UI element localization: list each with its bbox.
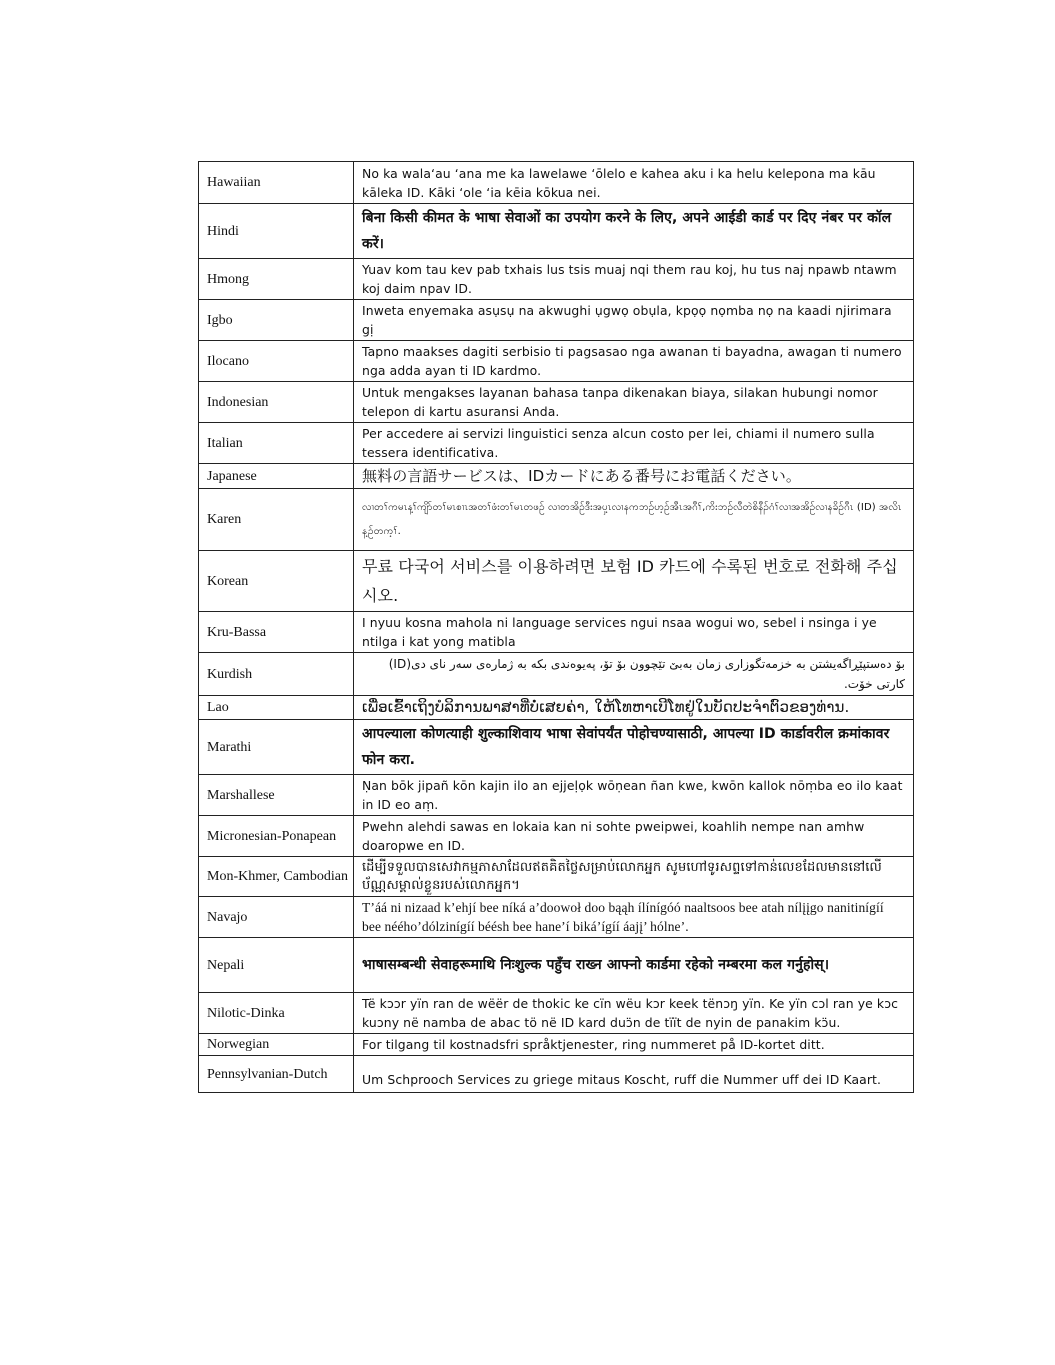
language-name-cell: Norwegian (199, 1034, 354, 1056)
translation-cell: بۆ دەستپێڕاگەیشتن بە خزمەتگوزاری زمان بەبێ تێچوون بۆ تۆ، پەیوەندی بکە بە ژمارەی سەر نای دی(ID) کارتی خۆت. (354, 653, 914, 696)
language-name-cell: Lao (199, 696, 354, 720)
table-row (199, 720, 914, 775)
table-row (199, 204, 914, 259)
translation-cell: Të kɔɔr yïn ran de wëër de thokic ke cïn wëu kɔr keek tënɔŋ yïn. Ke yïn cɔl ran ye kɔc kuɔny në namba de abac tö në ID kard duɔ̈n de tïït de nyin de panakim kɔ̈u. (354, 993, 914, 1034)
language-name-cell: Ilocano (199, 341, 354, 382)
language-name-cell: Kurdish (199, 653, 354, 696)
translation-cell: Tapno maakses dagiti serbisio ti pagsasao nga awanan ti bayadna, awagan ti numero nga adda ayan ti ID kardmo. (354, 341, 914, 382)
language-name-cell: Hindi (199, 204, 354, 259)
language-name-cell: Hmong (199, 259, 354, 300)
language-assistance-table (198, 161, 914, 1093)
table-row (199, 816, 914, 857)
table-row (199, 857, 914, 897)
translation-cell: Um Schprooch Services zu griege mitaus Koscht, ruff die Nummer uff dei ID Kaart. (354, 1056, 914, 1093)
table-row (199, 1034, 914, 1056)
table-row (199, 612, 914, 653)
table-row (199, 341, 914, 382)
translation-cell: I nyuu kosna mahola ni language services ngui nsaa wogui wo, sebel i nsinga i ye ntilga i kat yong matibla (354, 612, 914, 653)
translation-cell: For tilgang til kostnadsfri språktjenester, ring nummeret på ID-kortet ditt. (354, 1034, 914, 1056)
language-name-cell: Navajo (199, 897, 354, 938)
translation-cell: ເພື່ອເຂົ້າເຖິງບໍລິການພາສາທີ່ບໍ່ເສຍຄ່າ, ໃຫ້ໂທຫາເບີໂທຢູ່ໃນບັດປະຈໍາຕົວຂອງທ່ານ. (354, 696, 914, 720)
translation-cell: Per accedere ai servizi linguistici senza alcun costo per lei, chiami il numero sulla tessera identificativa. (354, 423, 914, 464)
language-name-cell: Igbo (199, 300, 354, 341)
table-row (199, 653, 914, 696)
language-name-cell: Marathi (199, 720, 354, 775)
language-name-cell: Micronesian-Ponapean (199, 816, 354, 857)
table-row (199, 938, 914, 993)
language-name-cell: Indonesian (199, 382, 354, 423)
language-name-cell: Italian (199, 423, 354, 464)
language-name-cell: Pennsylvanian-Dutch (199, 1056, 354, 1093)
translation-cell: No ka wala‘au ‘ana me ka lawelawe ‘ōlelo e kahea aku i ka helu kelepona ma kāu kāleka ID. Kāki ‘ole ‘ia kēia kōkua nei. (354, 162, 914, 204)
table-row (199, 897, 914, 938)
translation-cell: Untuk mengakses layanan bahasa tanpa dikenakan biaya, silakan hubungi nomor telepon di kartu asuransi Anda. (354, 382, 914, 423)
translation-cell: 무료 다국어 서비스를 이용하려면 보험 ID 카드에 수록된 번호로 전화해 주십시오. (354, 551, 914, 612)
translation-cell: आपल्याला कोणत्याही शुल्काशिवाय भाषा सेवांपर्यंत पोहोचण्यासाठी, आपल्या ID कार्डावरील क्रमांकावर फोन करा. (354, 720, 914, 775)
language-name-cell: Karen (199, 489, 354, 551)
translation-cell: बिना किसी कीमत के भाषा सेवाओं का उपयोग करने के लिए, अपने आईडी कार्ड पर दिए नंबर पर कॉल करें। (354, 204, 914, 259)
language-name-cell: Hawaiian (199, 162, 354, 204)
language-name-cell: Marshallese (199, 775, 354, 816)
table-row (199, 696, 914, 720)
translation-cell: ដើម្បីទទួលបានសេវាកម្មភាសាដែលឥតគិតថ្លៃសម្រាប់លោកអ្នក សូមហៅទូរសព្ទទៅកាន់លេខដែលមាននៅលើប័ណ្ណសម្គាល់ខ្លួនរបស់លោកអ្នក។ (354, 857, 914, 897)
language-name-cell: Nepali (199, 938, 354, 993)
translation-cell: Yuav kom tau kev pab txhais lus tsis muaj nqi them rau koj, hu tus naj npawb ntawm koj daim npav ID. (354, 259, 914, 300)
table-row (199, 489, 914, 551)
translation-cell: Pwehn alehdi sawas en lokaia kan ni sohte pweipwei, koahlih nempe nan amhw doaropwe en ID. (354, 816, 914, 857)
translation-cell: Ṇan bōk jipañ kōn kajin ilo an ejjeḷọk wōṇean ñan kwe, kwōn kallok nōṃba eo ilo kaat in ID eo aṃ. (354, 775, 914, 816)
language-name-cell: Kru-Bassa (199, 612, 354, 653)
table-row (199, 300, 914, 341)
language-name-cell: Korean (199, 551, 354, 612)
translation-cell: T’áá ni nizaad k’ehjí bee níká a’doowoł doo bąąh ílínígóó naaltsoos bee atah nílįįgo nanitinígíí bee néého’dólzinígíí béésh bee hane’í biká’ígíí áajį’ hólne’. (354, 897, 914, 938)
table-row (199, 1056, 914, 1093)
table-row (199, 423, 914, 464)
language-name-cell: Nilotic-Dinka (199, 993, 354, 1034)
table-row (199, 551, 914, 612)
translation-cell: Inweta enyemaka asụsụ na akwughi ụgwọ obụla, kpọọ nọmba nọ na kaadi njirimara gị (354, 300, 914, 341)
table-row (199, 464, 914, 489)
translation-cell: 無料の言語サービスは、IDカードにある番号にお電話ください。 (354, 464, 914, 489)
table-row (199, 382, 914, 423)
table-row (199, 993, 914, 1034)
table-row (199, 775, 914, 816)
language-name-cell: Mon-Khmer, Cambodian (199, 857, 354, 897)
table-row (199, 259, 914, 300)
translation-cell: လၢတၢ်ကမၤန့ၢ်ကျိာ်တၢ်မၤစၢၤအတၢ်ဖံးတၢ်မၤတဖဉ် လၢတအိဉ်ဒီးအပှ့ၤလၢနကဘဉ်ဟ့ဉ်အီၤအဂီၢ်,ကိးဘဉ်လီတဲစိနီၣ်ဂံၢ်လၢအအိဉ်လၢနခိဉ်ဂီၤ (ID) အလိၤန့ဉ်တက့ၢ်. (354, 489, 914, 551)
translation-cell: भाषासम्बन्धी सेवाहरूमाथि निःशुल्क पहुँच राख्न आफ्नो कार्डमा रहेको नम्बरमा कल गर्नुहोस्। (354, 938, 914, 993)
table-row (199, 162, 914, 204)
language-name-cell: Japanese (199, 464, 354, 489)
